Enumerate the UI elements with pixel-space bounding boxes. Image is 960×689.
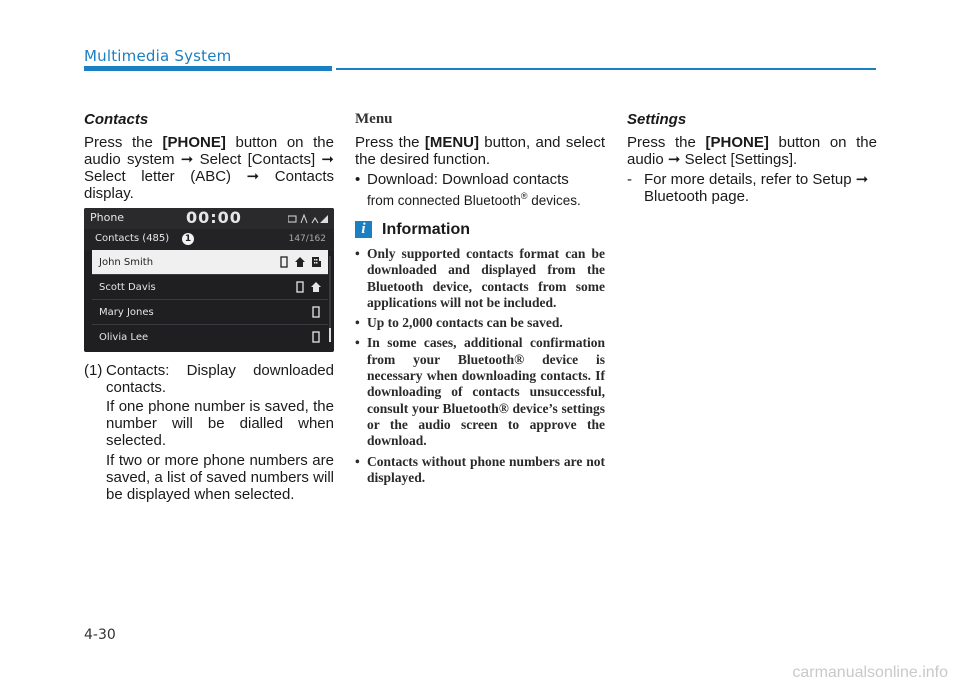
contact-name: Mary Jones xyxy=(99,307,154,318)
contacts-heading: Contacts xyxy=(84,111,149,128)
phone-contacts-screen xyxy=(84,208,334,352)
contacts-count: Contacts (485) xyxy=(95,233,170,244)
intro-text: Press the xyxy=(627,134,706,151)
scrollbar-thumb[interactable] xyxy=(329,328,331,342)
column-contacts xyxy=(84,111,334,205)
info-item: • In some cases, additional confirmation from your Bluetooth® device is necessary when downloading contacts. If downloading of contacts unsuccessful, consult your Bluetooth® device’s settings or the audio screen to approve the download. xyxy=(355,335,605,449)
contact-row[interactable] xyxy=(92,300,328,325)
intro-text-end: button, and select the desired function. xyxy=(355,134,606,168)
information-header xyxy=(355,221,605,238)
numbered-item xyxy=(84,362,334,396)
header-rule-thick xyxy=(84,66,332,71)
mobile-icon xyxy=(310,306,322,318)
menu-intro xyxy=(355,134,605,168)
screen-clock: 00:00 xyxy=(186,208,242,227)
contacts-description xyxy=(84,362,334,506)
column-settings xyxy=(627,111,877,205)
menu-heading: Menu xyxy=(355,111,393,127)
bullet-label: Download: Download contacts xyxy=(367,171,569,188)
mobile-icon xyxy=(310,331,322,343)
callout-marker: 1 xyxy=(182,233,194,245)
phone-key-label: [PHONE] xyxy=(162,134,226,151)
bullet-cont: from connected Bluetooth xyxy=(367,193,521,208)
registered-mark: ® xyxy=(520,191,528,201)
contact-row[interactable] xyxy=(92,250,328,275)
status-icons xyxy=(288,214,328,224)
column-menu xyxy=(355,111,605,490)
item-para-1: If one phone number is saved, the number will be dialled when selected. xyxy=(106,398,334,449)
intro-text-end: button on the audio system ➞ Select [Contacts] ➞ Select letter (ABC) ➞ Contacts display. xyxy=(84,134,334,202)
menu-bullet-download: • Download: Download contacts from connected Bluetooth® devices. xyxy=(355,171,581,208)
settings-dash-item: - For more details, refer to Setup ➞ Bluetooth page. xyxy=(627,171,869,205)
info-item: • Contacts without phone numbers are not displayed. xyxy=(355,453,605,485)
page-number: 4-30 xyxy=(84,627,116,643)
home-icon xyxy=(294,256,306,268)
home-icon xyxy=(310,281,322,293)
intro-text-end: button on the audio ➞ Select [Settings]. xyxy=(627,134,877,168)
settings-heading: Settings xyxy=(627,111,687,128)
contact-name: John Smith xyxy=(99,257,154,268)
screen-title: Phone xyxy=(90,211,125,224)
watermark: carmanualsonline.info xyxy=(792,664,948,681)
bullet-end: devices. xyxy=(527,193,581,208)
header-rule-thin xyxy=(336,68,876,70)
information-title: Information xyxy=(382,221,470,238)
item-para-2: If two or more phone numbers are saved, a list of saved numbers will be displayed when selected. xyxy=(106,452,334,503)
item-number: (1) xyxy=(84,362,103,379)
page-counter: 147/162 xyxy=(288,234,326,244)
mobile-icon xyxy=(294,281,306,293)
contacts-intro xyxy=(84,134,334,202)
contact-name: Olivia Lee xyxy=(99,332,149,343)
information-list xyxy=(355,246,605,486)
item-text: Contacts: Display downloaded contacts. xyxy=(106,362,334,396)
contact-row[interactable] xyxy=(92,325,328,350)
phone-key-label: [PHONE] xyxy=(705,134,769,151)
contact-row[interactable] xyxy=(92,275,328,300)
info-item: • Up to 2,000 contacts can be saved. xyxy=(355,315,563,331)
section-header-title: Multimedia System xyxy=(84,47,232,65)
intro-text: Press the xyxy=(84,134,163,151)
contact-name: Scott Davis xyxy=(99,282,156,293)
info-icon: i xyxy=(355,221,372,238)
office-icon xyxy=(310,256,322,268)
info-item: • Only supported contacts format can be downloaded and displayed from the Bluetooth device, contacts from some applications will not be included. xyxy=(355,246,605,310)
menu-key-label: [MENU] xyxy=(424,134,479,151)
intro-text: Press the xyxy=(355,134,425,151)
settings-intro xyxy=(627,134,877,168)
mobile-icon xyxy=(278,256,290,268)
